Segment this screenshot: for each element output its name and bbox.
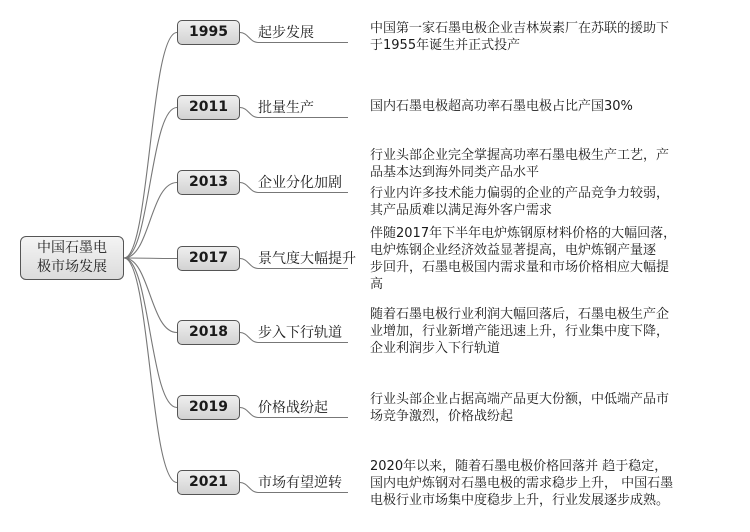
description-line: 伴随2017年下半年电炉炼钢原材料价格的大幅回落， xyxy=(370,226,677,241)
year-node-2021: 2021 xyxy=(177,470,240,495)
description-paragraph xyxy=(370,20,722,54)
description-paragraph xyxy=(370,391,722,425)
root-connector xyxy=(124,108,177,259)
description-paragraph xyxy=(370,458,722,509)
description-line: 行业头部企业完全掌握高功率石墨电极生产工艺，产 xyxy=(370,148,670,163)
description-line: 行业内许多技术能力偏弱的企业的产品竞争力较弱， xyxy=(370,186,670,201)
root-connector xyxy=(124,258,177,333)
description-line: 国内石墨电极超高功率石墨电极占比产国30% xyxy=(370,99,633,114)
description-paragraph xyxy=(370,98,722,115)
description-line: 品基本达到海外同类产品水平 xyxy=(370,165,540,180)
year-node-2011: 2011 xyxy=(177,95,240,120)
stage-label: 批量生产 xyxy=(258,100,314,116)
description-paragraph xyxy=(370,225,722,293)
description-block xyxy=(370,225,722,293)
description-block xyxy=(370,20,722,54)
stage-label: 步入下行轨道 xyxy=(258,325,342,341)
description-line: 企业利润步入下行轨道 xyxy=(370,341,501,356)
description-block xyxy=(370,391,722,425)
description-line: 电极行业市场集中度稳步上升，行业发展逐步成熟。 xyxy=(370,493,670,508)
description-line: 随着石墨电极行业利润大幅回落后，石墨电极生产企 xyxy=(370,307,670,322)
root-label-line: 中国石墨电 xyxy=(37,240,107,256)
description-block xyxy=(370,98,722,115)
description-line: 业增加，行业新增产能迅速上升，行业集中度下降， xyxy=(370,324,670,339)
description-block xyxy=(370,147,722,219)
description-line: 电炉炼钢企业经济效益显著提高，电炉炼钢产量逐 xyxy=(370,243,657,258)
root-connector xyxy=(124,183,177,259)
description-line: 场竞争激烈，价格战纷起 xyxy=(370,409,514,424)
description-line: 其产品质难以满足海外客户需求 xyxy=(370,203,553,218)
stage-label: 景气度大幅提升 xyxy=(258,251,356,267)
description-line: 2020年以来，随着石墨电极价格回落并 趋于稳定， xyxy=(370,459,668,474)
description-line: 步回升，石墨电极国内需求量和市场价格相应大幅提 xyxy=(370,260,670,275)
year-node-1995: 1995 xyxy=(177,20,240,45)
description-line: 高 xyxy=(370,277,384,292)
root-connector xyxy=(124,258,177,259)
description-line: 于1955年诞生并正式投产 xyxy=(370,38,521,53)
root-connector xyxy=(124,258,177,483)
stage-label: 市场有望逆转 xyxy=(258,475,342,491)
stage-label: 起步发展 xyxy=(258,25,314,41)
description-line: 行业头部企业占据高端产品更大份额，中低端产品市 xyxy=(370,392,670,407)
description-line: 国内电炉炼钢对石墨电极的需求稳步上升， 中国石墨 xyxy=(370,476,674,491)
root-node xyxy=(20,236,124,280)
description-block xyxy=(370,306,722,357)
root-connector xyxy=(124,33,177,259)
description-line: 中国第一家石墨电极企业吉林炭素厂在苏联的援助下 xyxy=(370,21,670,36)
stage-label: 企业分化加剧 xyxy=(258,175,342,191)
year-node-2013: 2013 xyxy=(177,170,240,195)
description-paragraph xyxy=(370,147,722,181)
year-node-2019: 2019 xyxy=(177,395,240,420)
root-connector xyxy=(124,258,177,408)
year-node-2018: 2018 xyxy=(177,320,240,345)
description-paragraph xyxy=(370,185,722,219)
year-node-2017: 2017 xyxy=(177,246,240,271)
stage-label: 价格战纷起 xyxy=(258,400,328,416)
description-block xyxy=(370,458,722,509)
root-label-line: 极市场发展 xyxy=(37,259,107,275)
description-paragraph xyxy=(370,306,722,357)
root-label xyxy=(37,239,107,277)
